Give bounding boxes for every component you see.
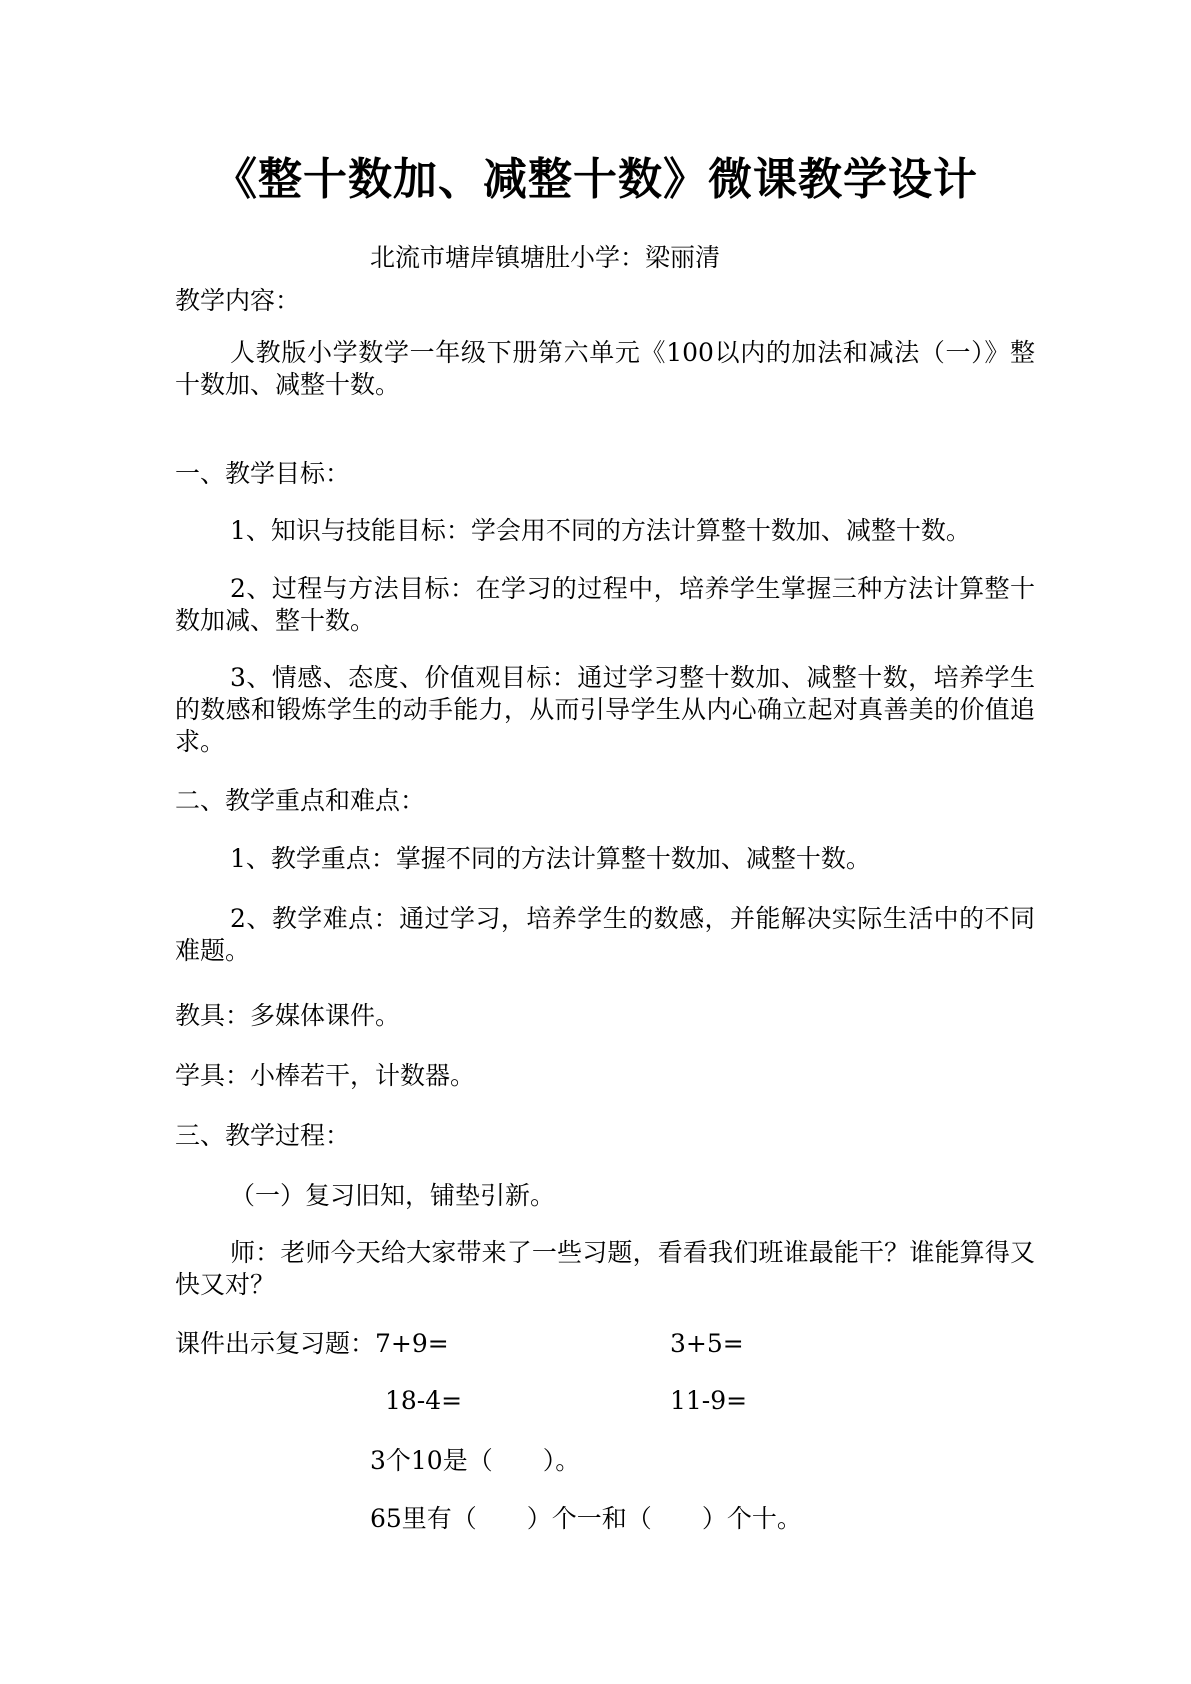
- teacher-dialogue-paragraph: 师：老师今天给大家带来了一些习题，看看我们班谁最能干？谁能算得又快又对？: [175, 1238, 1035, 1299]
- exercise-item: 11-9=: [670, 1386, 748, 1415]
- goal-2-paragraph: 2、过程与方法目标：在学习的过程中，培养学生掌握三种方法计算整十数加减、整十数。: [175, 574, 1035, 635]
- goals-heading: 一、教学目标：: [175, 459, 351, 488]
- key-points-heading: 二、教学重点和难点：: [175, 786, 426, 815]
- step-1-heading: （一）复习旧知，铺垫引新。: [230, 1181, 556, 1210]
- exercise-item: 3+5=: [670, 1329, 744, 1358]
- teaching-tools-line: 教具：多媒体课件。: [175, 1001, 401, 1030]
- key-point-2-paragraph: 2、教学难点：通过学习，培养学生的数感，并能解决实际生活中的不同难题。: [175, 904, 1035, 965]
- key-point-1-paragraph: 1、教学重点：掌握不同的方法计算整十数加、减整十数。: [230, 844, 871, 873]
- exercise-item: 7+9=: [375, 1329, 449, 1358]
- student-tools-line: 学具：小棒若干，计数器。: [175, 1061, 476, 1090]
- exercise-item: 18-4=: [385, 1386, 463, 1415]
- goal-1-paragraph: 1、知识与技能目标：学会用不同的方法计算整十数加、减整十数。: [230, 516, 971, 545]
- process-heading: 三、教学过程：: [175, 1121, 351, 1150]
- goal-3-paragraph: 3、情感、态度、价值观目标：通过学习整十数加、减整十数，培养学生的数感和锻炼学生的动手能力，从而引导学生从内心确立起对真善美的价值追求。: [175, 663, 1035, 756]
- fill-blank-2: 65里有（ ）个一和（ ）个十。: [370, 1504, 802, 1533]
- author-line: 北流市塘岸镇塘肚小学：梁丽清: [370, 243, 721, 272]
- content-paragraph: 人教版小学数学一年级下册第六单元《100以内的加法和减法（一）》整十数加、减整十数。: [175, 338, 1035, 399]
- fill-blank-1: 3个10是（ ）。: [370, 1446, 581, 1475]
- exercise-label: 课件出示复习题：: [175, 1329, 376, 1358]
- document-title: 《整十数加、减整十数》微课教学设计: [213, 154, 978, 205]
- content-heading: 教学内容：: [175, 286, 301, 315]
